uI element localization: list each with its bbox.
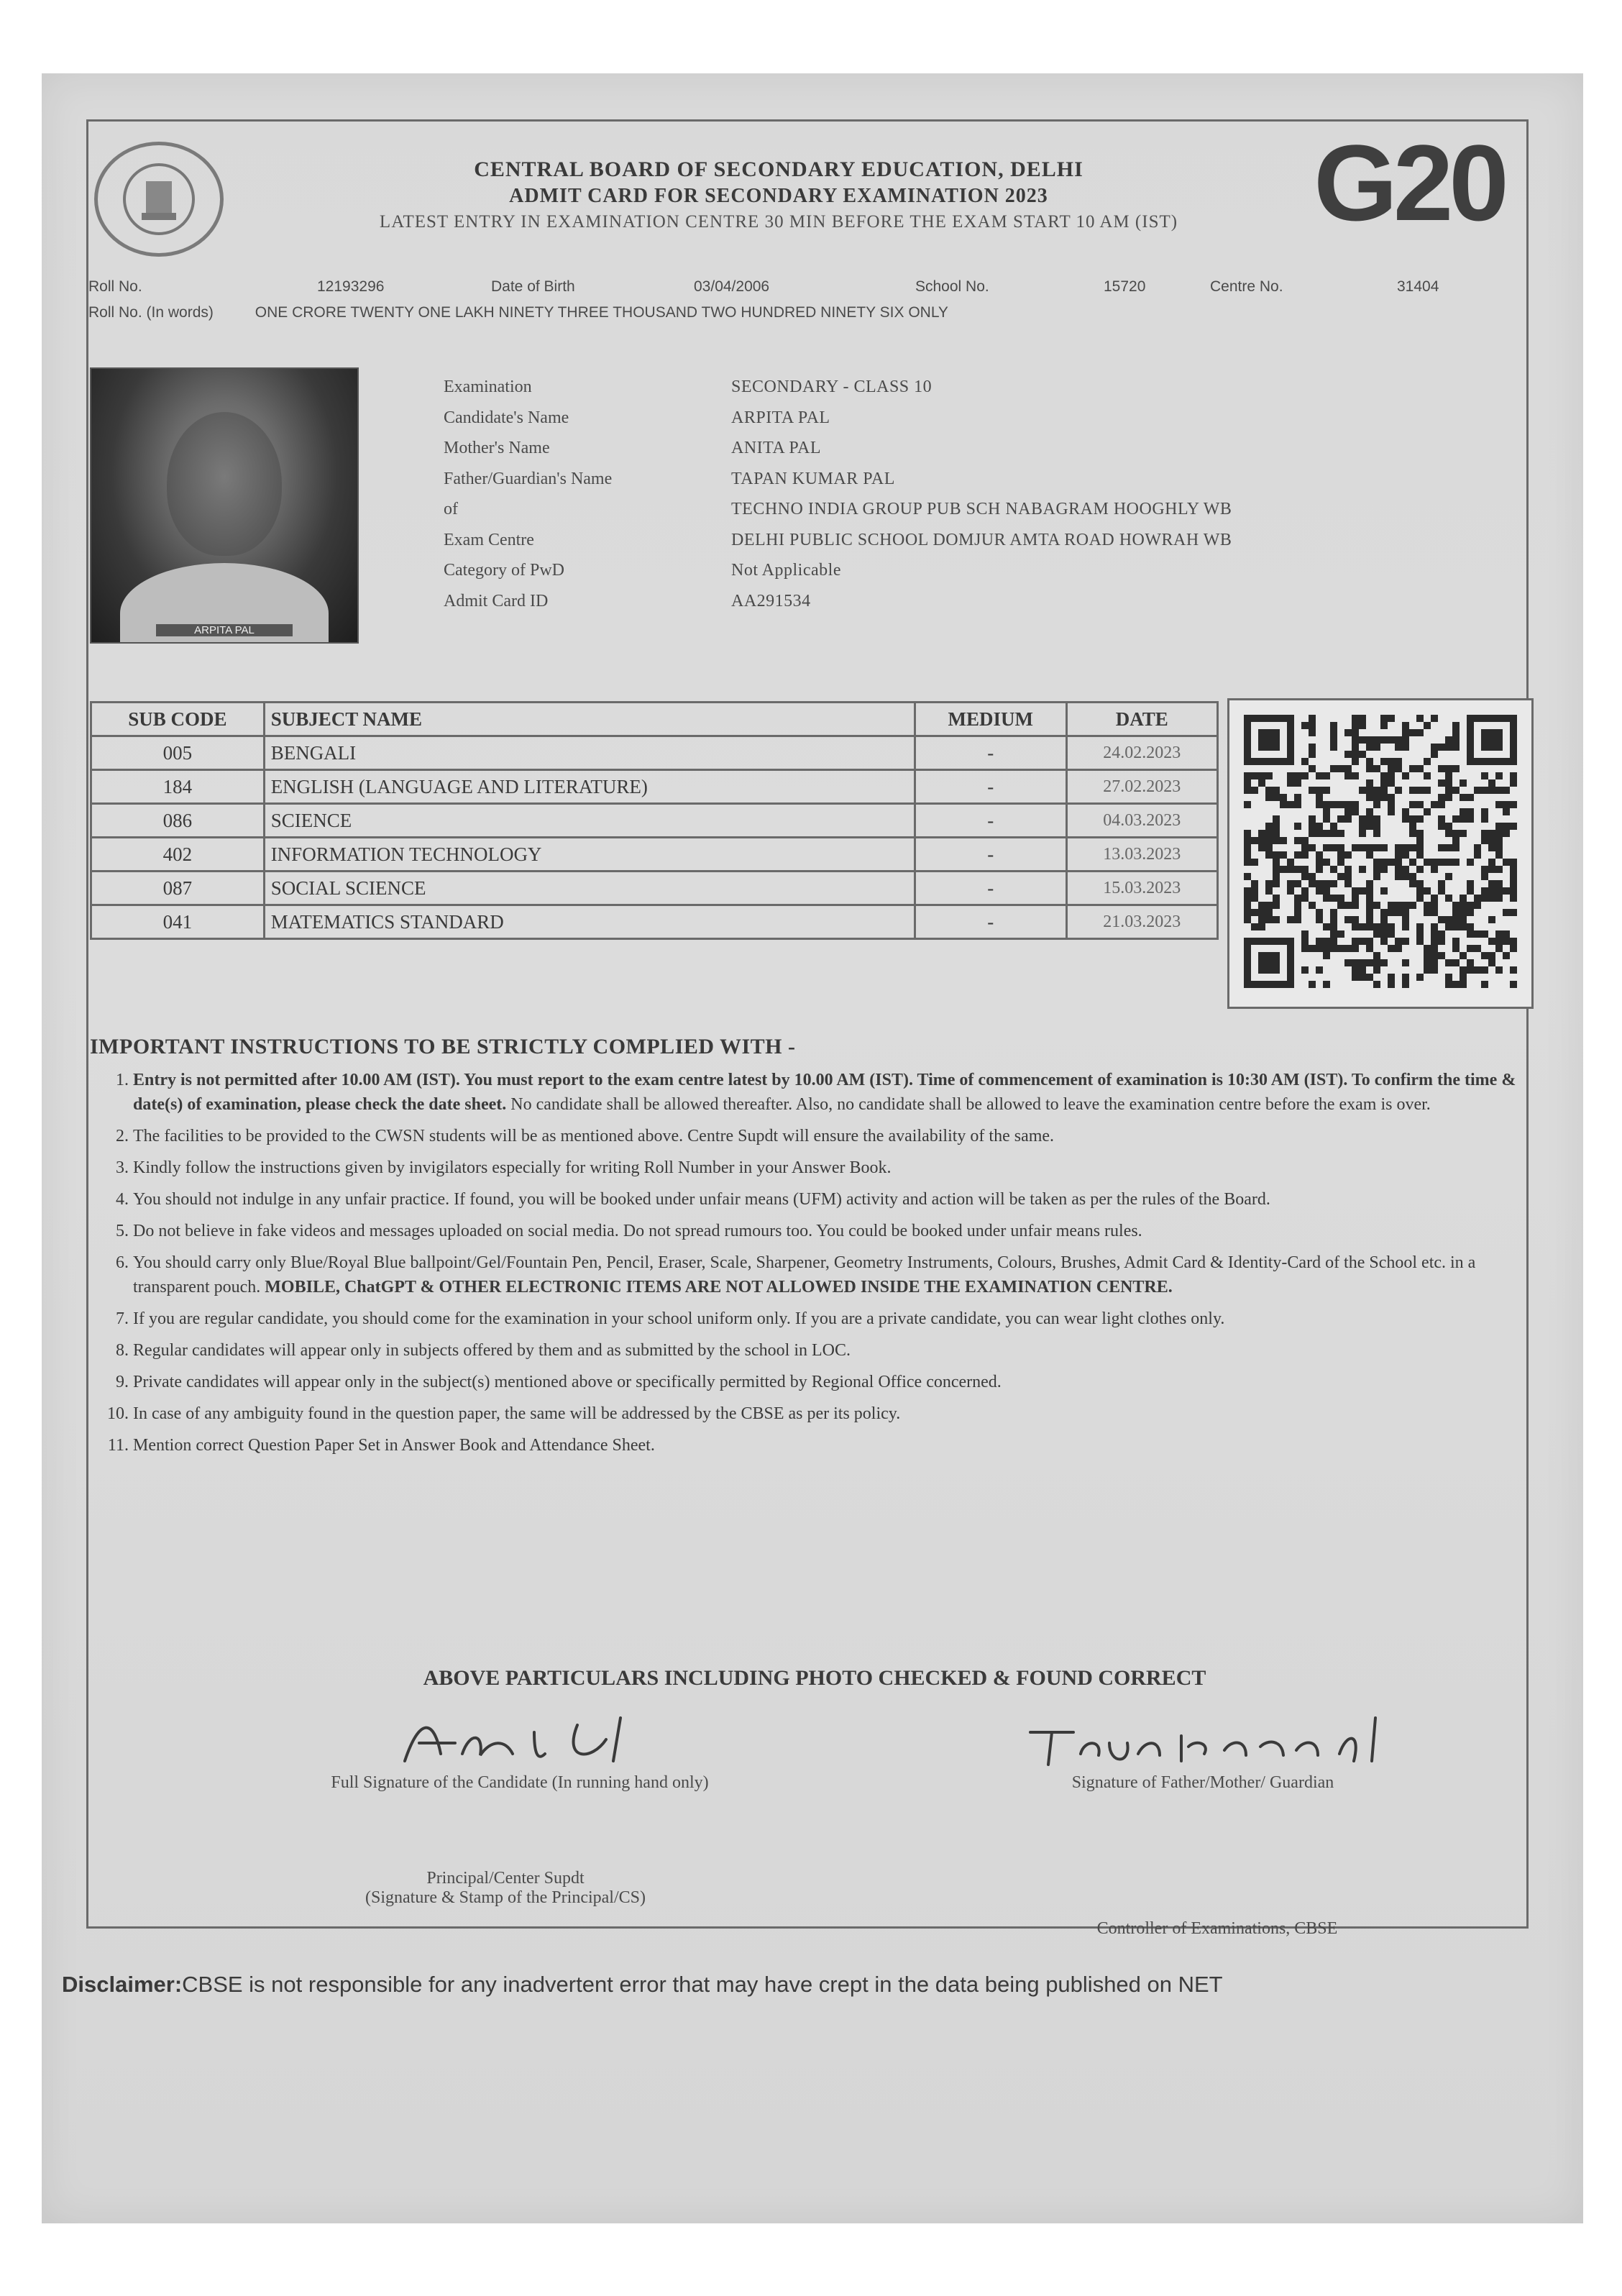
photo-caption: ARPITA PAL <box>156 624 293 636</box>
exam-date: 04.03.2023 <box>1066 804 1218 838</box>
detail-label: Examination <box>444 378 532 396</box>
detail-label: Admit Card ID <box>444 591 549 610</box>
detail-value: ARPITA PAL <box>731 408 830 427</box>
instructions-list <box>90 1068 1528 1458</box>
roll-no-value: 12193296 <box>317 278 385 295</box>
roll-section <box>88 278 1519 321</box>
sub-code: 087 <box>91 872 265 905</box>
table-row <box>91 736 1218 770</box>
detail-value: ANITA PAL <box>731 439 822 457</box>
admit-card <box>86 119 1529 1938</box>
subject-name: INFORMATION TECHNOLOGY <box>264 838 915 872</box>
qr-code <box>1227 698 1534 1009</box>
instruction-item: 7. If you are regular candidate, you should come for the examination in your school uniform only. If you are a private candidate, you can wear light clothes only. <box>133 1307 1528 1331</box>
controller-signature-block <box>994 1919 1440 1939</box>
emblem-icon <box>116 160 202 239</box>
roll-no-label: Roll No. <box>88 278 142 295</box>
detail-label: Category of PwD <box>444 561 564 580</box>
medium: - <box>915 872 1066 905</box>
table-row <box>91 804 1218 838</box>
guardian-signature-label: Signature of Father/Mother/ Guardian <box>1071 1773 1334 1792</box>
date-header: DATE <box>1066 703 1218 736</box>
centre-no-value: 31404 <box>1397 278 1439 295</box>
dob-value: 03/04/2006 <box>694 278 770 295</box>
instruction-item: 5. Do not believe in fake videos and messages uploaded on social media. Do not spread rumours too. You could be booked under unfair means rules. <box>133 1219 1528 1243</box>
medium: - <box>915 736 1066 770</box>
subject-name: BENGALI <box>264 736 915 770</box>
subject-name: ENGLISH (LANGUAGE AND LITERATURE) <box>264 770 915 804</box>
exam-date: 27.02.2023 <box>1066 770 1218 804</box>
detail-value: AA291534 <box>731 591 811 610</box>
board-name: CENTRAL BOARD OF SECONDARY EDUCATION, DELHI <box>474 157 1083 181</box>
disclaimer-text: CBSE is not responsible for any inadvertent error that may have crept in the data being published on NET <box>182 1972 1223 1997</box>
exam-date: 24.02.2023 <box>1066 736 1218 770</box>
g20-mark: G20 <box>1314 122 1505 243</box>
table-row <box>91 770 1218 804</box>
detail-label: of <box>444 500 458 518</box>
instruction-item: 9. Private candidates will appear only in the subject(s) mentioned above or specifically permitted by Regional Office concerned. <box>133 1370 1528 1394</box>
roll-words-value: ONE CRORE TWENTY ONE LAKH NINETY THREE THOUSAND TWO HUNDRED NINETY SIX ONLY <box>255 304 948 321</box>
detail-value: TECHNO INDIA GROUP PUB SCH NABAGRAM HOOGHLY WB <box>731 500 1232 518</box>
disclaimer-label: Disclaimer: <box>62 1972 183 1997</box>
instruction-item: 1. Entry is not permitted after 10.00 AM (IST). You must report to the exam centre latest by 10.00 AM (IST). Time of commencement of examination is 10:30 AM (IST). To confirm the time & date(s) of examination, please check the date sheet. No candidate shall be allowed thereafter. Also, no candidate shall be allowed to leave the examination centre before the exam is over. <box>133 1068 1528 1117</box>
detail-label: Mother's Name <box>444 439 550 457</box>
subject-name: SOCIAL SCIENCE <box>264 872 915 905</box>
subject-name: SCIENCE <box>264 804 915 838</box>
exam-date: 13.03.2023 <box>1066 838 1218 872</box>
header <box>239 157 1318 232</box>
subjects-table <box>90 701 1219 940</box>
centre-no-label: Centre No. <box>1210 278 1283 295</box>
instruction-item: 10. In case of any ambiguity found in the question paper, the same will be addressed by the CBSE as per its policy. <box>133 1401 1528 1426</box>
subject-name-header: SUBJECT NAME <box>264 703 915 736</box>
dob-label: Date of Birth <box>491 278 575 295</box>
medium: - <box>915 770 1066 804</box>
instruction-item: 8. Regular candidates will appear only in subjects offered by them and as submitted by the school in LOC. <box>133 1338 1528 1363</box>
medium: - <box>915 905 1066 939</box>
cbse-emblem-logo <box>94 142 224 257</box>
admit-card-paper <box>42 73 1583 2223</box>
roll-words-label: Roll No. (In words) <box>88 304 214 321</box>
principal-signature-block <box>290 1869 721 1908</box>
qr-code-icon <box>1244 715 1517 988</box>
detail-value: DELHI PUBLIC SCHOOL DOMJUR AMTA ROAD HOWRAH WB <box>731 530 1232 549</box>
principal-stamp-label: (Signature & Stamp of the Principal/CS) <box>365 1888 646 1907</box>
sub-code: 041 <box>91 905 265 939</box>
candidate-signature-block <box>261 1711 779 1793</box>
instruction-item: 2. The facilities to be provided to the CWSN students will be as mentioned above. Centre Supdt will ensure the availability of the same. <box>133 1124 1528 1148</box>
table-row <box>91 838 1218 872</box>
guardian-signature-block <box>980 1711 1426 1793</box>
candidate-photo <box>90 367 359 644</box>
medium: - <box>915 838 1066 872</box>
verification-statement: ABOVE PARTICULARS INCLUDING PHOTO CHECKED & FOUND CORRECT <box>423 1666 1206 1690</box>
exam-date: 21.03.2023 <box>1066 905 1218 939</box>
table-header-row <box>91 703 1218 736</box>
principal-label: Principal/Center Supdt <box>426 1869 585 1888</box>
candidate-signature <box>390 1711 649 1768</box>
disclaimer <box>62 1972 1572 1998</box>
entry-note: LATEST ENTRY IN EXAMINATION CENTRE 30 MIN BEFORE THE EXAM START 10 AM (IST) <box>379 212 1178 232</box>
sub-code: 086 <box>91 804 265 838</box>
exam-date: 15.03.2023 <box>1066 872 1218 905</box>
instruction-item: 11. Mention correct Question Paper Set in Answer Book and Attendance Sheet. <box>133 1433 1528 1458</box>
card-title: ADMIT CARD FOR SECONDARY EXAMINATION 2023 <box>509 185 1048 207</box>
detail-label: Exam Centre <box>444 530 534 549</box>
instruction-item: 3. Kindly follow the instructions given by invigilators especially for writing Roll Number in your Answer Book. <box>133 1156 1528 1180</box>
medium-header: MEDIUM <box>915 703 1066 736</box>
medium: - <box>915 804 1066 838</box>
instruction-item: 4. You should not indulge in any unfair practice. If found, you will be booked under unfair means (UFM) activity and action will be taken as per the rules of the Board. <box>133 1187 1528 1212</box>
table-row <box>91 872 1218 905</box>
school-no-label: School No. <box>915 278 989 295</box>
instructions-title: IMPORTANT INSTRUCTIONS TO BE STRICTLY COMPLIED WITH - <box>90 1035 796 1058</box>
guardian-signature <box>1016 1711 1390 1768</box>
g20-logo <box>1305 122 1513 251</box>
detail-label: Father/Guardian's Name <box>444 469 613 488</box>
sub-code: 005 <box>91 736 265 770</box>
controller-label: Controller of Examinations, CBSE <box>1096 1919 1338 1938</box>
sub-code-header: SUB CODE <box>91 703 265 736</box>
detail-value: TAPAN KUMAR PAL <box>731 469 895 488</box>
sub-code: 184 <box>91 770 265 804</box>
instruction-item: 6. You should carry only Blue/Royal Blue ballpoint/Gel/Fountain Pen, Pencil, Eraser, Scale, Sharpener, Geometry Instruments, Colours, Brushes, Admit Card & Identity-Card of the School etc. in a transparent pouch. MOBILE, ChatGPT & OTHER ELECTRONIC ITEMS ARE NOT ALLOWED INSIDE THE EXAMINATION CENTRE. <box>133 1250 1528 1299</box>
subject-name: MATEMATICS STANDARD <box>264 905 915 939</box>
table-row <box>91 905 1218 939</box>
detail-value: SECONDARY - CLASS 10 <box>731 378 933 396</box>
detail-label: Candidate's Name <box>444 408 569 427</box>
candidate-signature-label: Full Signature of the Candidate (In running hand only) <box>331 1773 709 1792</box>
detail-value: Not Applicable <box>731 561 841 580</box>
school-no-value: 15720 <box>1104 278 1146 295</box>
sub-code: 402 <box>91 838 265 872</box>
instructions <box>90 1035 1528 1465</box>
